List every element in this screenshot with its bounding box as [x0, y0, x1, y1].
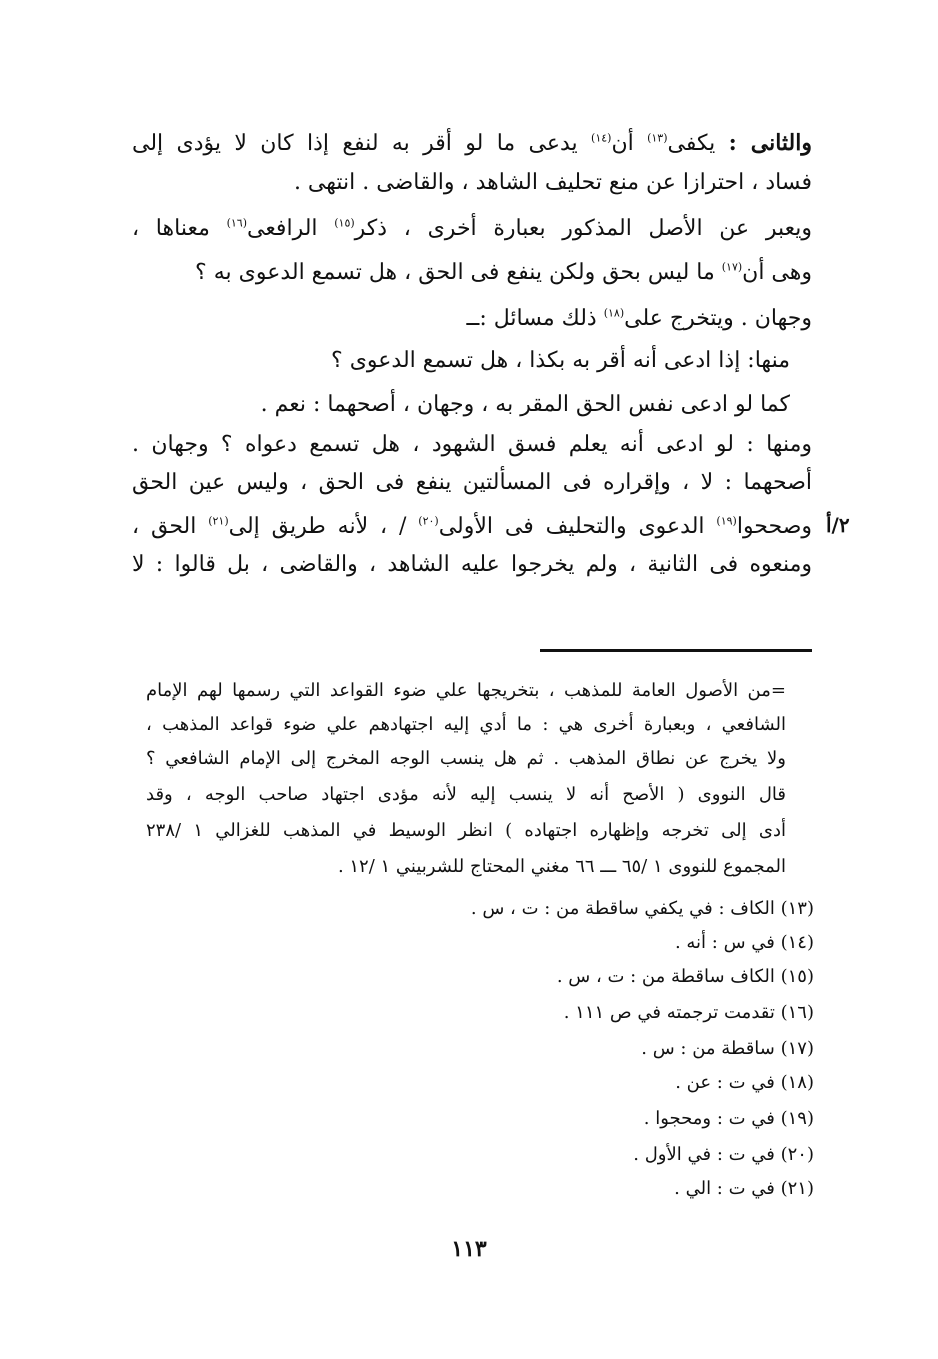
footnote-continuation-line: أدى إلى تخرجه وإظهاره اجتهاده ) انظر الوسيط في المذهب للغزالي ١ /٢٣٨	[146, 820, 786, 841]
footnote-continuation-line: قال النووى ( الأصح أنه لا ينسب إليه لأنه مؤدى اجتهاد صاحب الوجه ، وقد	[146, 784, 786, 805]
text-run: وهى أن	[742, 260, 812, 285]
footnote-ref: (٢١)	[208, 514, 229, 528]
footnote-item: (٢١) في ت : الي .	[674, 1178, 814, 1199]
body-line-1	[132, 126, 812, 161]
text-run: الحق ،	[132, 514, 209, 539]
section-heading: والثانى :	[728, 130, 812, 156]
footnote-item: (١٩) في ت : ومحجوا .	[643, 1108, 814, 1129]
text-run: أن	[611, 131, 648, 156]
footnote-ref: (١٣)	[647, 131, 668, 145]
footnote-item: (٢٠) في ت : في الأول .	[633, 1144, 814, 1165]
body-line-4	[132, 256, 812, 290]
footnote-ref: (١٩)	[716, 514, 737, 528]
body-line-9: أصحهما : لا ، وإقراره فى المسألتين ينفع فى الحق ، وليس عين الحق	[132, 470, 812, 495]
body-line-11: ومنعوه فى الثانية ، ولم يخرجوا عليه الشاهد ، والقاضى ، بل قالوا : لا	[132, 552, 812, 577]
footnote-ref: (١٨)	[603, 306, 625, 320]
footnote-item: (١٨) في ت : عن .	[675, 1072, 814, 1093]
footnote-item: (١٤) في س : أنه .	[674, 932, 814, 953]
body-line-3	[132, 212, 812, 246]
footnote-continuation-line: ولا يخرج عن نطاق المذهب . ثم هل ينسب الوجه المخرج إلى الإمام الشافعي ؟	[146, 748, 786, 769]
footnote-continuation-line: الشافعي ، وبعبارة أخرى هي : ما أدي إليه اجتهادهم علي ضوء قواعد المذهب ،	[146, 714, 786, 735]
text-run: وجهان . ويتخرج على	[624, 306, 812, 331]
footnote-item: (١٧) ساقطة من : س .	[641, 1038, 814, 1059]
footnote-ref: (٢٠)	[418, 514, 439, 528]
text-run: معناها ،	[132, 216, 227, 241]
body-line-8: ومنها : لو ادعى أنه يعلم فسق الشهود ، هل تسمع دعواه ؟ وجهان .	[132, 432, 812, 457]
footnote-item: (١٣) الكاف : في يكفي ساقطة من : ت ، س .	[470, 898, 814, 919]
text-run: ويعبر عن الأصل المذكور بعبارة أخرى ، ذكر	[354, 216, 812, 241]
footnote-ref: (١٤)	[591, 131, 612, 145]
footnote-separator	[540, 649, 812, 652]
text-run: يدعى ما لو أقر به لنفع إذا كان لا يؤدى إلى	[132, 131, 592, 156]
footnote-continuation-line: =من الأصول العامة للمذهب ، بتخريجها علي ضوء القواعد التي رسمها لهم الإمام	[146, 680, 786, 701]
body-line-5	[132, 302, 812, 336]
footnote-item: (١٥) الكاف ساقطة من : ت ، س .	[556, 966, 814, 987]
footnote-ref: (١٦)	[226, 216, 247, 230]
text-run: وصححوا	[736, 514, 813, 539]
text-run: الرافعى	[246, 216, 335, 241]
text-run: ما ليس بحق ولكن ينفع فى الحق ، هل تسمع الدعوى به ؟	[195, 260, 722, 285]
body-line-7: كما لو ادعى نفس الحق المقر به ، وجهان ، أصحهما : نعم .	[260, 392, 790, 417]
text-run: / ، لأنه طريق إلى	[228, 514, 419, 539]
text-run: ذلك مسائل :ــ	[466, 306, 604, 331]
footnote-continuation-line: المجموع للنووى ١ /٦٥ ـــ ٦٦ مغني المحتاج للشربيني ١ /١٢ .	[337, 856, 786, 877]
page-number: ١١٣	[451, 1236, 487, 1262]
footnote-ref: (١٥)	[334, 216, 355, 230]
body-line-6: منها: إذا ادعى أنه أقر به بكذا ، هل تسمع الدعوى ؟	[331, 348, 790, 373]
text-run: يكفى	[667, 131, 729, 156]
body-line-2: فساد ، احترازا عن منع تحليف الشاهد ، والقاضى . انتهى .	[293, 170, 812, 195]
manuscript-folio-marker: ٢/أ	[826, 513, 850, 537]
footnote-item: (١٦) تقدمت ترجمته في ص ١١١ .	[563, 1002, 814, 1023]
body-line-10	[132, 510, 812, 544]
text-run: الدعوى والتحليف فى الأولى	[438, 514, 717, 539]
footnote-ref: (١٧)	[721, 260, 743, 274]
